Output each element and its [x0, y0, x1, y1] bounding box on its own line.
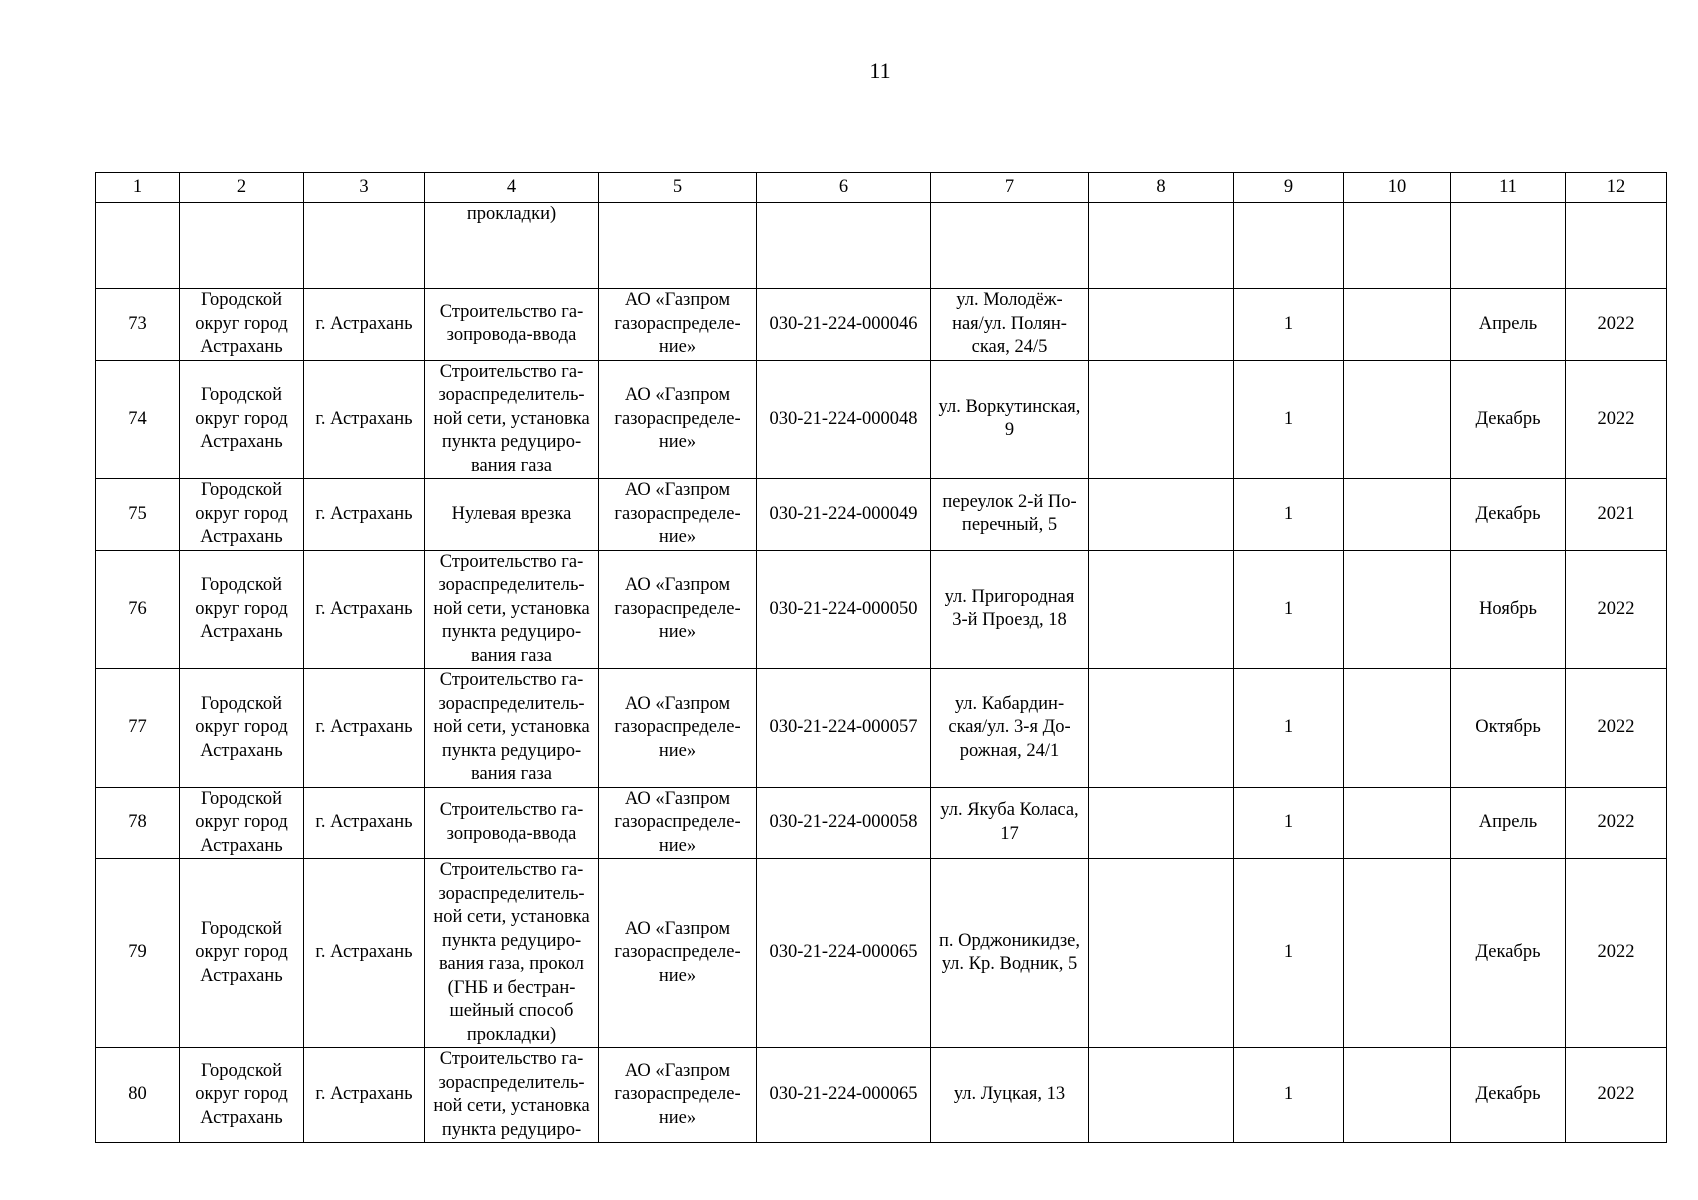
- table-cell-c8: [1089, 479, 1234, 551]
- table-cell-num: [96, 289, 180, 361]
- cell-text: 78: [128, 812, 147, 832]
- table-cell-c9: [1234, 550, 1344, 669]
- cell-text: Городской округ город Астрахань: [195, 575, 288, 642]
- cell-text: 2022: [1597, 942, 1635, 963]
- cell-text: 030-21-224-000049: [769, 503, 918, 524]
- cell-text: 1: [1283, 942, 1294, 963]
- cell-text: 2022: [1597, 598, 1635, 619]
- table-cell-city: [304, 669, 425, 788]
- table-cell-district: [180, 859, 304, 1048]
- table-cell-code: [757, 360, 931, 479]
- table-cell-work: [425, 479, 599, 551]
- table-cell-district: [180, 479, 304, 551]
- table-cell-c10: [1344, 1048, 1451, 1143]
- table-cell: [425, 203, 599, 289]
- continuation-row: [96, 203, 1667, 289]
- table-cell-address: [931, 479, 1089, 551]
- table-cell-num: [96, 787, 180, 859]
- cell-text: ул. Кабардин- ская/ул. 3-я До- рожная, 24/1: [948, 693, 1071, 761]
- table-cell-c10: [1344, 479, 1451, 551]
- cell-text: 80: [128, 1084, 147, 1105]
- table-cell-year: [1566, 479, 1667, 551]
- cell-text: Строительство га- зораспределитель- ной сети, установка пункта редуциро- вания газа: [433, 361, 590, 476]
- table-row: [96, 360, 1667, 479]
- cell-text: 030-21-224-000058: [769, 812, 918, 832]
- cell-text: г. Астрахань: [315, 717, 413, 737]
- cell-text: 030-21-224-000050: [769, 598, 918, 619]
- table-row: [96, 669, 1667, 788]
- cell-text: АО «Газпром газораспределе- ние»: [614, 385, 741, 452]
- table-cell: [304, 203, 425, 289]
- column-header: 2: [180, 173, 304, 203]
- cell-text: 1: [1283, 408, 1294, 429]
- table-cell-num: [96, 550, 180, 669]
- table-cell-month: [1451, 550, 1566, 669]
- table-cell-code: [757, 289, 931, 361]
- table-cell-district: [180, 669, 304, 788]
- cell-text: 73: [128, 313, 147, 334]
- cell-text: переулок 2-й По- перечный, 5: [942, 491, 1077, 536]
- table-cell: [599, 203, 757, 289]
- cell-text: г. Астрахань: [315, 313, 413, 334]
- cell-text: Декабрь: [1475, 503, 1541, 524]
- table-cell-c8: [1089, 550, 1234, 669]
- table-cell-work: [425, 787, 599, 859]
- cell-text: АО «Газпром газораспределе- ние»: [614, 918, 741, 986]
- table-cell-work: [425, 669, 599, 788]
- table-cell-city: [304, 360, 425, 479]
- table-cell-num: [96, 360, 180, 479]
- data-table: [95, 172, 1667, 1143]
- column-header: 9: [1234, 173, 1344, 203]
- table-cell-c10: [1344, 859, 1451, 1048]
- table-cell-work: [425, 1048, 599, 1143]
- table-cell-c10: [1344, 289, 1451, 361]
- cell-text: 77: [128, 717, 147, 737]
- cell-text: ул. Пригородная 3-й Проезд, 18: [944, 586, 1075, 631]
- table-cell-num: [96, 479, 180, 551]
- cell-text: ул. Воркутинская, 9: [938, 396, 1081, 441]
- table-cell-c8: [1089, 289, 1234, 361]
- table-cell-district: [180, 289, 304, 361]
- cell-text: Октябрь: [1475, 717, 1541, 737]
- cell-text: Строительство га- зораспределитель- ной сети, установка пункта редуциро- вания газа: [433, 551, 590, 666]
- table-cell: [1234, 203, 1344, 289]
- table-cell-org: [599, 479, 757, 551]
- table-cell-year: [1566, 289, 1667, 361]
- cell-text: ул. Луцкая, 13: [953, 1084, 1066, 1105]
- cell-text: г. Астрахань: [315, 942, 413, 963]
- table-cell-month: [1451, 479, 1566, 551]
- cell-text: Декабрь: [1475, 1084, 1541, 1105]
- table-cell: [96, 203, 180, 289]
- table-cell-code: [757, 1048, 931, 1143]
- cell-text: 2022: [1597, 1084, 1635, 1105]
- table-cell-org: [599, 787, 757, 859]
- table-cell: [1566, 203, 1667, 289]
- column-header: 6: [757, 173, 931, 203]
- table-cell-c9: [1234, 859, 1344, 1048]
- table-cell-address: [931, 787, 1089, 859]
- table-row: [96, 859, 1667, 1048]
- table-cell-address: [931, 360, 1089, 479]
- cell-text: п. Орджоникидзе, ул. Кр. Водник, 5: [939, 930, 1080, 974]
- column-number-row: [96, 173, 1667, 203]
- table-cell-c9: [1234, 787, 1344, 859]
- cell-text: Строительство га- зораспределитель- ной сети, установка пункта редуциро- вания газа, прокол (ГНБ и бестран- шейный способ прокладки): [433, 860, 590, 1045]
- cell-text: ул. Молодёж- ная/ул. Полян- ская, 24/5: [952, 290, 1067, 357]
- table-cell-district: [180, 550, 304, 669]
- table-cell-address: [931, 859, 1089, 1048]
- cell-text: прокладки): [466, 204, 557, 224]
- table-cell: [1344, 203, 1451, 289]
- table-cell-work: [425, 859, 599, 1048]
- table-row: [96, 787, 1667, 859]
- cell-text: 2022: [1597, 717, 1635, 737]
- table-cell-org: [599, 859, 757, 1048]
- cell-text: г. Астрахань: [315, 598, 413, 619]
- table-cell-city: [304, 859, 425, 1048]
- table-cell-district: [180, 1048, 304, 1143]
- table-cell-year: [1566, 360, 1667, 479]
- column-header: 10: [1344, 173, 1451, 203]
- column-header: 5: [599, 173, 757, 203]
- cell-text: АО «Газпром газораспределе- ние»: [614, 1060, 741, 1128]
- table-cell-year: [1566, 859, 1667, 1048]
- cell-text: ул. Якуба Коласа, 17: [940, 800, 1079, 844]
- table-cell-year: [1566, 669, 1667, 788]
- table-cell-num: [96, 1048, 180, 1143]
- table-cell-city: [304, 479, 425, 551]
- cell-text: Апрель: [1478, 313, 1538, 334]
- table-cell-month: [1451, 289, 1566, 361]
- cell-text: Городской округ город Астрахань: [195, 788, 288, 856]
- cell-text: АО «Газпром газораспределе- ние»: [614, 575, 741, 642]
- cell-text: 1: [1283, 717, 1294, 737]
- table-cell-org: [599, 550, 757, 669]
- table-cell-num: [96, 859, 180, 1048]
- table-cell: [1451, 203, 1566, 289]
- column-header: 3: [304, 173, 425, 203]
- table-row: [96, 479, 1667, 551]
- table-cell-year: [1566, 550, 1667, 669]
- cell-text: г. Астрахань: [315, 503, 413, 524]
- table-cell-city: [304, 550, 425, 669]
- cell-text: АО «Газпром газораспределе- ние»: [614, 480, 741, 547]
- table-cell-address: [931, 550, 1089, 669]
- cell-text: Строительство га- зораспределитель- ной сети, установка пункта редуциро- вания газа: [433, 670, 590, 784]
- cell-text: 030-21-224-000065: [769, 942, 918, 963]
- table-cell-work: [425, 550, 599, 669]
- cell-text: Строительство га- зопровода-ввода: [439, 301, 584, 346]
- cell-text: 2022: [1597, 408, 1635, 429]
- table-cell-c8: [1089, 360, 1234, 479]
- table-cell-c9: [1234, 1048, 1344, 1143]
- table-cell-address: [931, 289, 1089, 361]
- table-cell-c9: [1234, 360, 1344, 479]
- column-header: 8: [1089, 173, 1234, 203]
- table-cell-org: [599, 360, 757, 479]
- cell-text: Строительство га- зораспределитель- ной сети, установка пункта редуциро-: [433, 1049, 590, 1140]
- table-cell-code: [757, 479, 931, 551]
- cell-text: 1: [1283, 1084, 1294, 1105]
- cell-text: г. Астрахань: [315, 408, 413, 429]
- cell-text: Строительство га- зопровода-ввода: [439, 800, 584, 844]
- page-number: 11: [869, 58, 891, 83]
- table-cell-c8: [1089, 859, 1234, 1048]
- cell-text: 030-21-224-000048: [769, 408, 918, 429]
- table-cell-month: [1451, 859, 1566, 1048]
- table-cell-code: [757, 550, 931, 669]
- cell-text: 1: [1283, 313, 1294, 334]
- table-cell-org: [599, 669, 757, 788]
- cell-text: Апрель: [1478, 812, 1538, 832]
- cell-text: АО «Газпром газораспределе- ние»: [614, 290, 741, 357]
- cell-text: г. Астрахань: [315, 812, 413, 832]
- table-row: [96, 1048, 1667, 1143]
- table-cell-district: [180, 787, 304, 859]
- table-cell-district: [180, 360, 304, 479]
- table-cell: [180, 203, 304, 289]
- cell-text: Городской округ город Астрахань: [195, 385, 288, 452]
- column-header: 4: [425, 173, 599, 203]
- cell-text: 1: [1283, 503, 1294, 524]
- table-cell-c9: [1234, 289, 1344, 361]
- table-cell-month: [1451, 1048, 1566, 1143]
- table-cell-c8: [1089, 669, 1234, 788]
- cell-text: 76: [128, 598, 147, 619]
- cell-text: Декабрь: [1475, 942, 1541, 963]
- cell-text: Городской округ город Астрахань: [195, 290, 288, 357]
- column-header: 7: [931, 173, 1089, 203]
- table-cell-month: [1451, 787, 1566, 859]
- table-cell-city: [304, 1048, 425, 1143]
- table-cell-org: [599, 1048, 757, 1143]
- cell-text: г. Астрахань: [315, 1084, 413, 1105]
- cell-text: 75: [128, 503, 147, 524]
- table-cell-city: [304, 289, 425, 361]
- table-row: [96, 550, 1667, 669]
- table-row: [96, 289, 1667, 361]
- table-cell-c10: [1344, 787, 1451, 859]
- cell-text: 030-21-224-000065: [769, 1084, 918, 1105]
- table-cell-address: [931, 1048, 1089, 1143]
- cell-text: АО «Газпром газораспределе- ние»: [614, 693, 741, 761]
- table-cell-c9: [1234, 669, 1344, 788]
- cell-text: 1: [1283, 812, 1294, 832]
- cell-text: Городской округ город Астрахань: [195, 1060, 288, 1128]
- table-cell-month: [1451, 360, 1566, 479]
- table-cell-month: [1451, 669, 1566, 788]
- table-cell-year: [1566, 1048, 1667, 1143]
- table-cell-year: [1566, 787, 1667, 859]
- cell-text: Ноябрь: [1479, 598, 1537, 619]
- table-cell-code: [757, 787, 931, 859]
- cell-text: Нулевая врезка: [451, 503, 572, 524]
- table-cell-c8: [1089, 1048, 1234, 1143]
- table-cell-c9: [1234, 479, 1344, 551]
- table-cell-city: [304, 787, 425, 859]
- cell-text: 1: [1283, 598, 1294, 619]
- cell-text: Городской округ город Астрахань: [195, 693, 288, 761]
- table-cell-org: [599, 289, 757, 361]
- table-cell: [757, 203, 931, 289]
- column-header: 1: [96, 173, 180, 203]
- cell-text: 030-21-224-000046: [769, 313, 918, 334]
- cell-text: Декабрь: [1475, 408, 1541, 429]
- cell-text: 030-21-224-000057: [769, 717, 918, 737]
- column-header: 11: [1451, 173, 1566, 203]
- table-cell-c10: [1344, 550, 1451, 669]
- table-cell-code: [757, 669, 931, 788]
- table-cell-num: [96, 669, 180, 788]
- cell-text: АО «Газпром газораспределе- ние»: [614, 788, 741, 856]
- cell-text: 2022: [1597, 812, 1635, 832]
- table-cell-work: [425, 289, 599, 361]
- cell-text: 74: [128, 408, 147, 429]
- table-cell-c8: [1089, 787, 1234, 859]
- cell-text: 79: [128, 942, 147, 963]
- table-cell-code: [757, 859, 931, 1048]
- cell-text: 2022: [1597, 313, 1635, 334]
- table-cell-c10: [1344, 669, 1451, 788]
- table-cell-c10: [1344, 360, 1451, 479]
- table-cell-work: [425, 360, 599, 479]
- table-cell: [1089, 203, 1234, 289]
- table-cell-address: [931, 669, 1089, 788]
- table-cell: [931, 203, 1089, 289]
- cell-text: 2021: [1597, 503, 1635, 524]
- cell-text: Городской округ город Астрахань: [195, 918, 288, 986]
- column-header: 12: [1566, 173, 1667, 203]
- cell-text: Городской округ город Астрахань: [195, 480, 288, 547]
